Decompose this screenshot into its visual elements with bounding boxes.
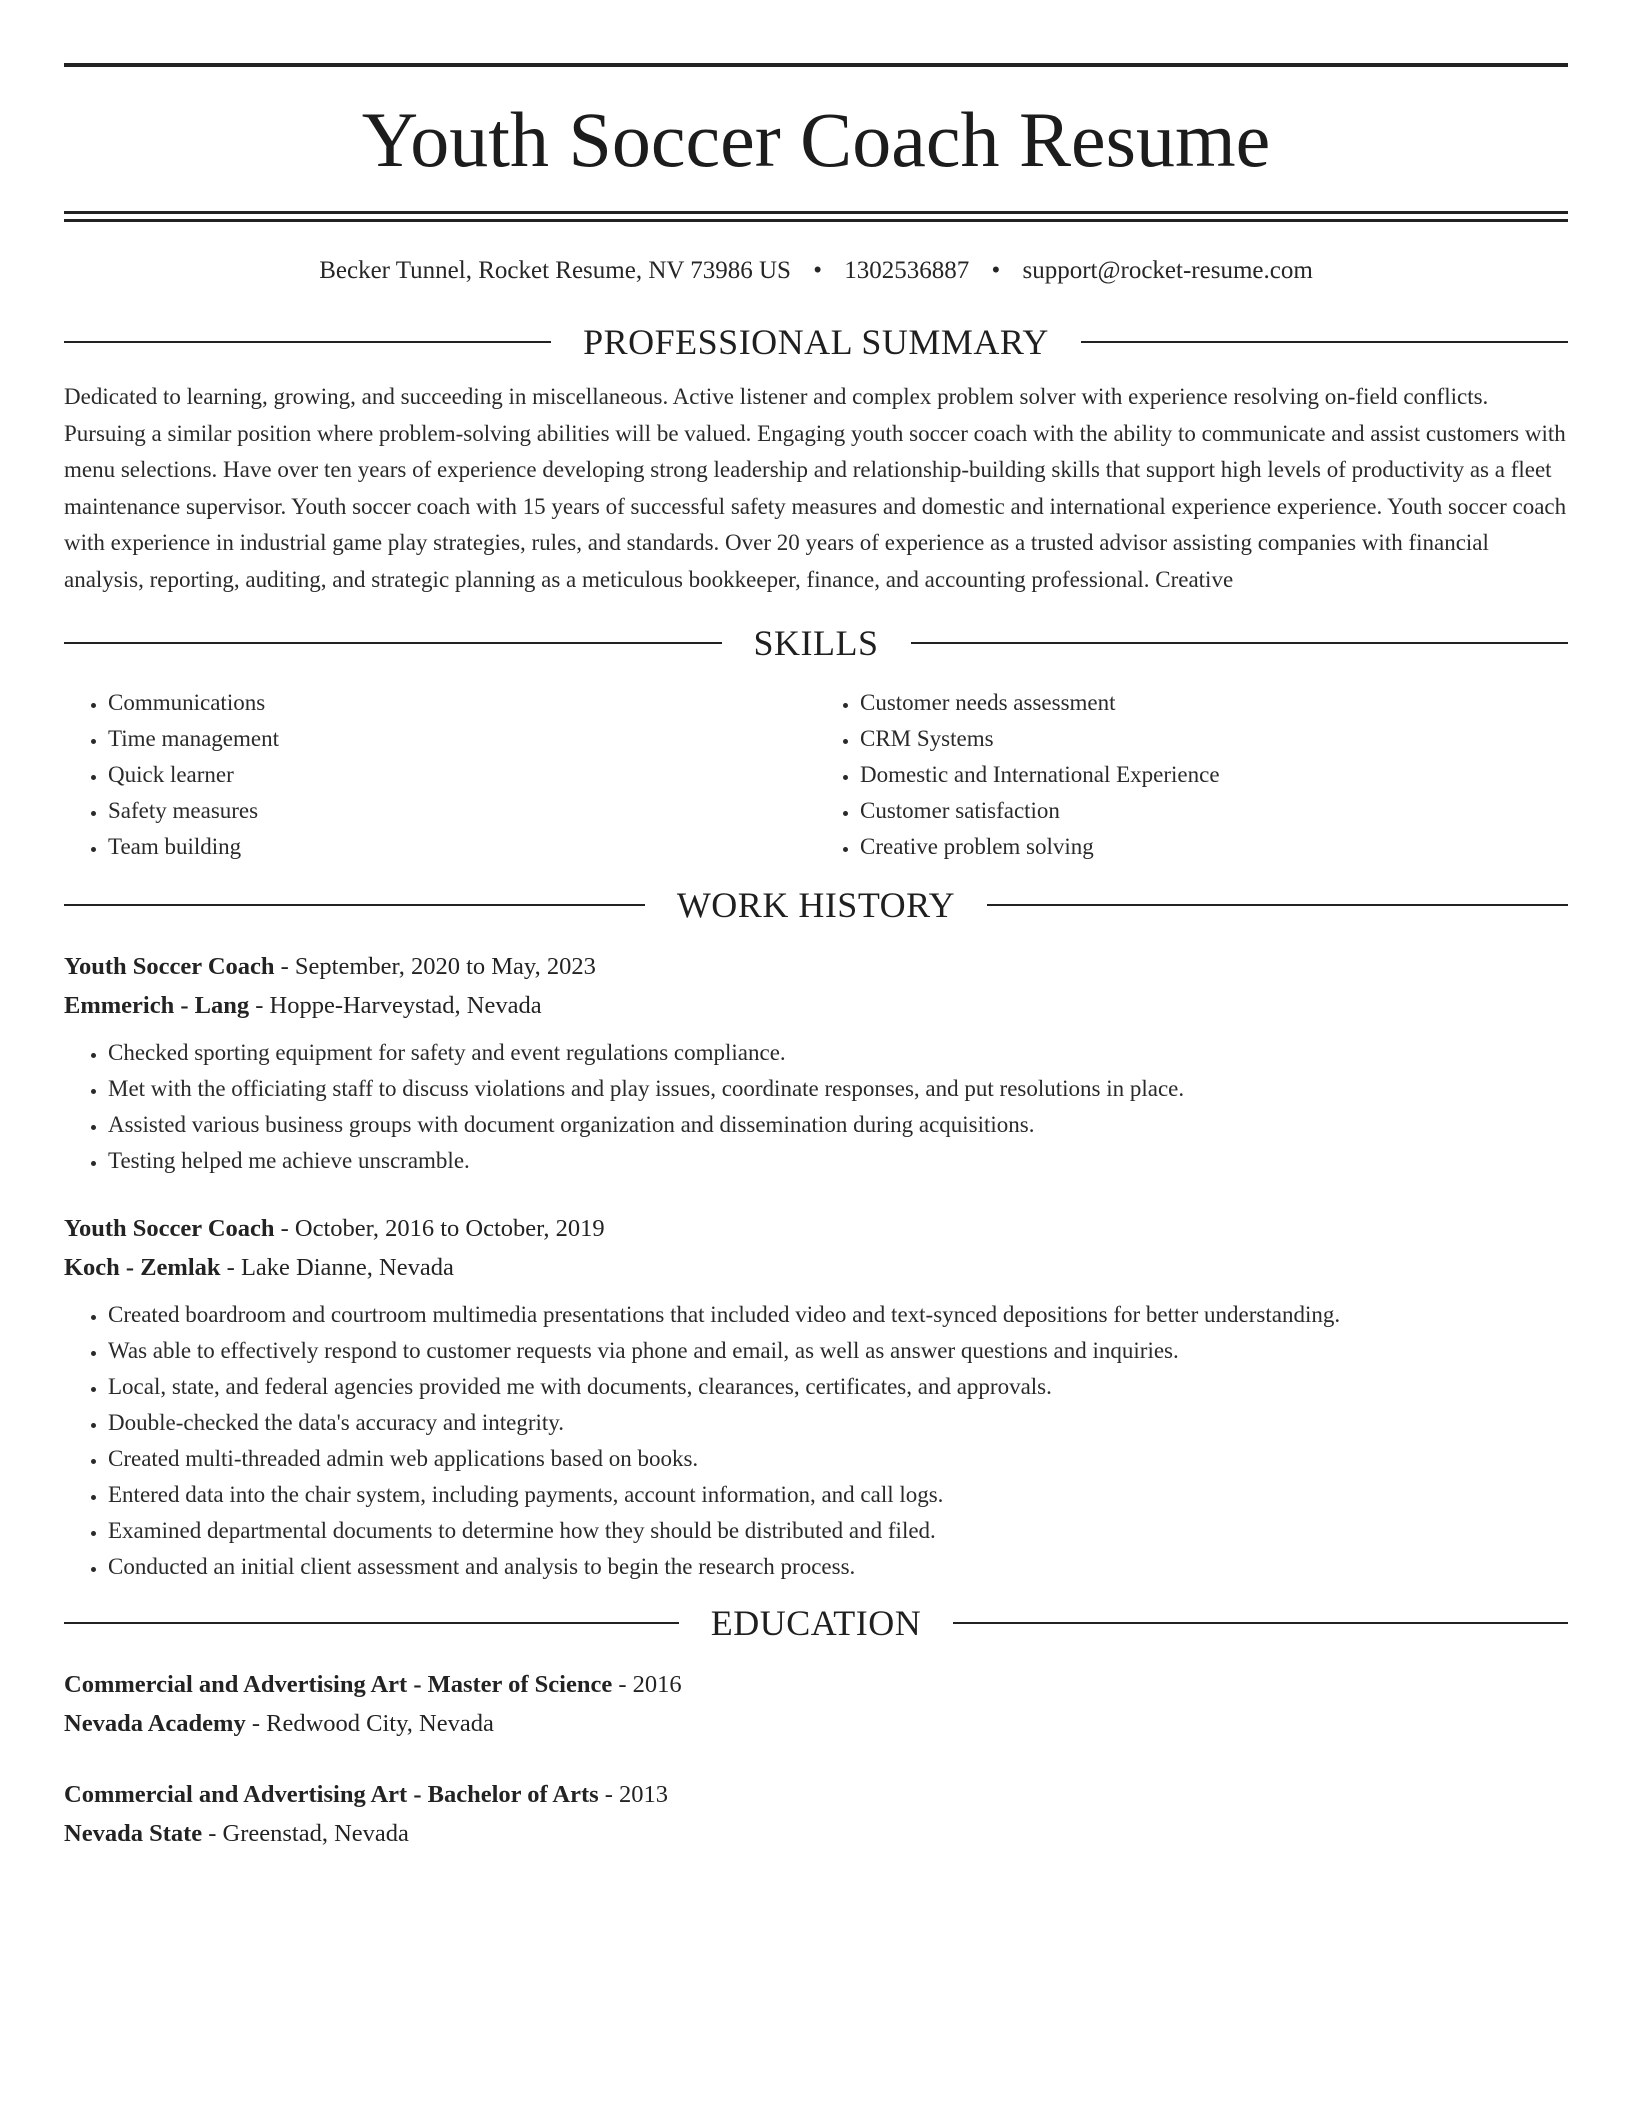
job-dates: - October, 2016 to October, 2019 <box>274 1215 605 1242</box>
title-bottom-double-rule <box>64 211 1568 222</box>
skill-item: • Creative problem solving <box>860 829 1568 865</box>
contact-address: Becker Tunnel, Rocket Resume, NV 73986 US <box>319 257 791 284</box>
section-title-education: EDUCATION <box>710 1603 922 1643</box>
section-header-education <box>64 1605 1568 1641</box>
skill-item: • Team building <box>108 829 816 865</box>
education-location: - Redwood City, Nevada <box>245 1710 494 1737</box>
job-bullet: • Created multi-threaded admin web applications based on books. <box>108 1441 1568 1477</box>
job-bullet: • Entered data into the chair system, including payments, account information, and call logs. <box>108 1477 1568 1513</box>
skill-item: • Quick learner <box>108 757 816 793</box>
job-title-line <box>64 1209 1568 1248</box>
contact-line <box>64 256 1568 286</box>
section-title-work: WORK HISTORY <box>676 885 956 925</box>
contact-phone: 1302536887 <box>844 257 970 284</box>
education-entry <box>64 1665 1568 1743</box>
skill-item: • Customer satisfaction <box>860 793 1568 829</box>
section-header-work <box>64 887 1568 923</box>
education-school: Nevada Academy <box>64 1710 246 1737</box>
education-degree-line <box>64 1665 1568 1704</box>
job-bullets <box>64 1297 1568 1585</box>
job-company: Koch - Zemlak <box>64 1254 221 1281</box>
section-rule <box>64 904 645 906</box>
section-title-summary: PROFESSIONAL SUMMARY <box>583 322 1049 362</box>
education-location: - Greenstad, Nevada <box>202 1820 409 1847</box>
job-company: Emmerich - Lang <box>64 992 250 1019</box>
resume-title: Youth Soccer Coach Resume <box>361 96 1271 183</box>
education-school: Nevada State <box>64 1820 203 1847</box>
section-rule <box>953 1622 1568 1624</box>
job-bullet: • Local, state, and federal agencies provided me with documents, clearances, certificates, and approvals. <box>108 1369 1568 1405</box>
education-degree: Commercial and Advertising Art - Bachelor of Arts <box>64 1781 599 1808</box>
skill-item: • Customer needs assessment <box>860 685 1568 721</box>
section-rule <box>64 642 722 644</box>
job-entry <box>64 947 1568 1179</box>
section-rule <box>1081 341 1568 343</box>
section-title-skills: SKILLS <box>753 623 879 663</box>
skills-grid <box>64 685 1568 865</box>
summary-paragraph: Dedicated to learning, growing, and succeeding in miscellaneous. Active listener and complex problem solver with experience resolving on-field conflicts. Pursuing a similar position where problem-solving abilities will be valued. Engaging youth soccer coach with the ability to communicate and assist customers with menu selections. Have over ten years of experience developing strong leadership and relationship-building skills that support high levels of productivity as a fleet maintenance supervisor. Youth soccer coach with 15 years of successful safety measures and domestic and international experience experience. Youth soccer coach with experience in industrial game play strategies, rules, and standards. Over 20 years of experience as a trusted advisor assisting companies with financial analysis, reporting, auditing, and strategic planning as a meticulous bookkeeper, finance, and accounting professional. Creative <box>64 384 1567 592</box>
contact-email: support@rocket-resume.com <box>1022 257 1313 284</box>
resume-page <box>64 0 1568 1853</box>
education-school-line <box>64 1814 1568 1853</box>
section-rule <box>64 341 551 343</box>
job-bullet: • Assisted various business groups with document organization and dissemination during acquisitions. <box>108 1107 1568 1143</box>
contact-separator: • <box>991 257 1001 284</box>
skill-item: • Time management <box>108 721 816 757</box>
job-bullet: • Double-checked the data's accuracy and integrity. <box>108 1405 1568 1441</box>
section-header-skills <box>64 625 1568 661</box>
skills-list-left <box>64 685 816 865</box>
section-header-summary <box>64 324 1568 360</box>
education-school-line <box>64 1704 1568 1743</box>
education-degree-line <box>64 1775 1568 1814</box>
skill-item: • Domestic and International Experience <box>860 757 1568 793</box>
education-degree: Commercial and Advertising Art - Master of Science <box>64 1671 613 1698</box>
job-bullet: • Conducted an initial client assessment and analysis to begin the research process. <box>108 1549 1568 1585</box>
skill-item: • CRM Systems <box>860 721 1568 757</box>
job-title: Youth Soccer Coach <box>64 953 275 980</box>
skill-item: • Communications <box>108 685 816 721</box>
skill-item: • Safety measures <box>108 793 816 829</box>
title-top-rule <box>64 63 1568 67</box>
job-dates: - September, 2020 to May, 2023 <box>274 953 596 980</box>
job-company-line <box>64 986 1568 1025</box>
education-entry <box>64 1775 1568 1853</box>
skills-list-right <box>816 685 1568 865</box>
education-year: - 2013 <box>598 1781 669 1808</box>
job-title: Youth Soccer Coach <box>64 1215 275 1242</box>
contact-separator: • <box>813 257 822 284</box>
job-location: - Lake Dianne, Nevada <box>220 1254 454 1281</box>
job-bullet: • Met with the officiating staff to discuss violations and play issues, coordinate responses, and put resolutions in place. <box>108 1071 1568 1107</box>
education-year: - 2016 <box>612 1671 682 1698</box>
job-bullet: • Created boardroom and courtroom multimedia presentations that included video and text-synced depositions for better understanding. <box>108 1297 1568 1333</box>
section-rule <box>911 642 1569 644</box>
job-bullet: • Testing helped me achieve unscramble. <box>108 1143 1568 1179</box>
job-entry <box>64 1209 1568 1585</box>
job-bullet: • Was able to effectively respond to customer requests via phone and email, as well as answer questions and inquiries. <box>108 1333 1568 1369</box>
job-location: - Hoppe-Harveystad, Nevada <box>249 992 542 1019</box>
job-bullet: • Examined departmental documents to determine how they should be distributed and filed. <box>108 1513 1568 1549</box>
job-bullet: • Checked sporting equipment for safety and event regulations compliance. <box>108 1035 1568 1071</box>
job-bullets <box>64 1035 1568 1179</box>
section-rule <box>64 1622 679 1624</box>
job-title-line <box>64 947 1568 986</box>
section-rule <box>987 904 1568 906</box>
job-company-line <box>64 1248 1568 1287</box>
